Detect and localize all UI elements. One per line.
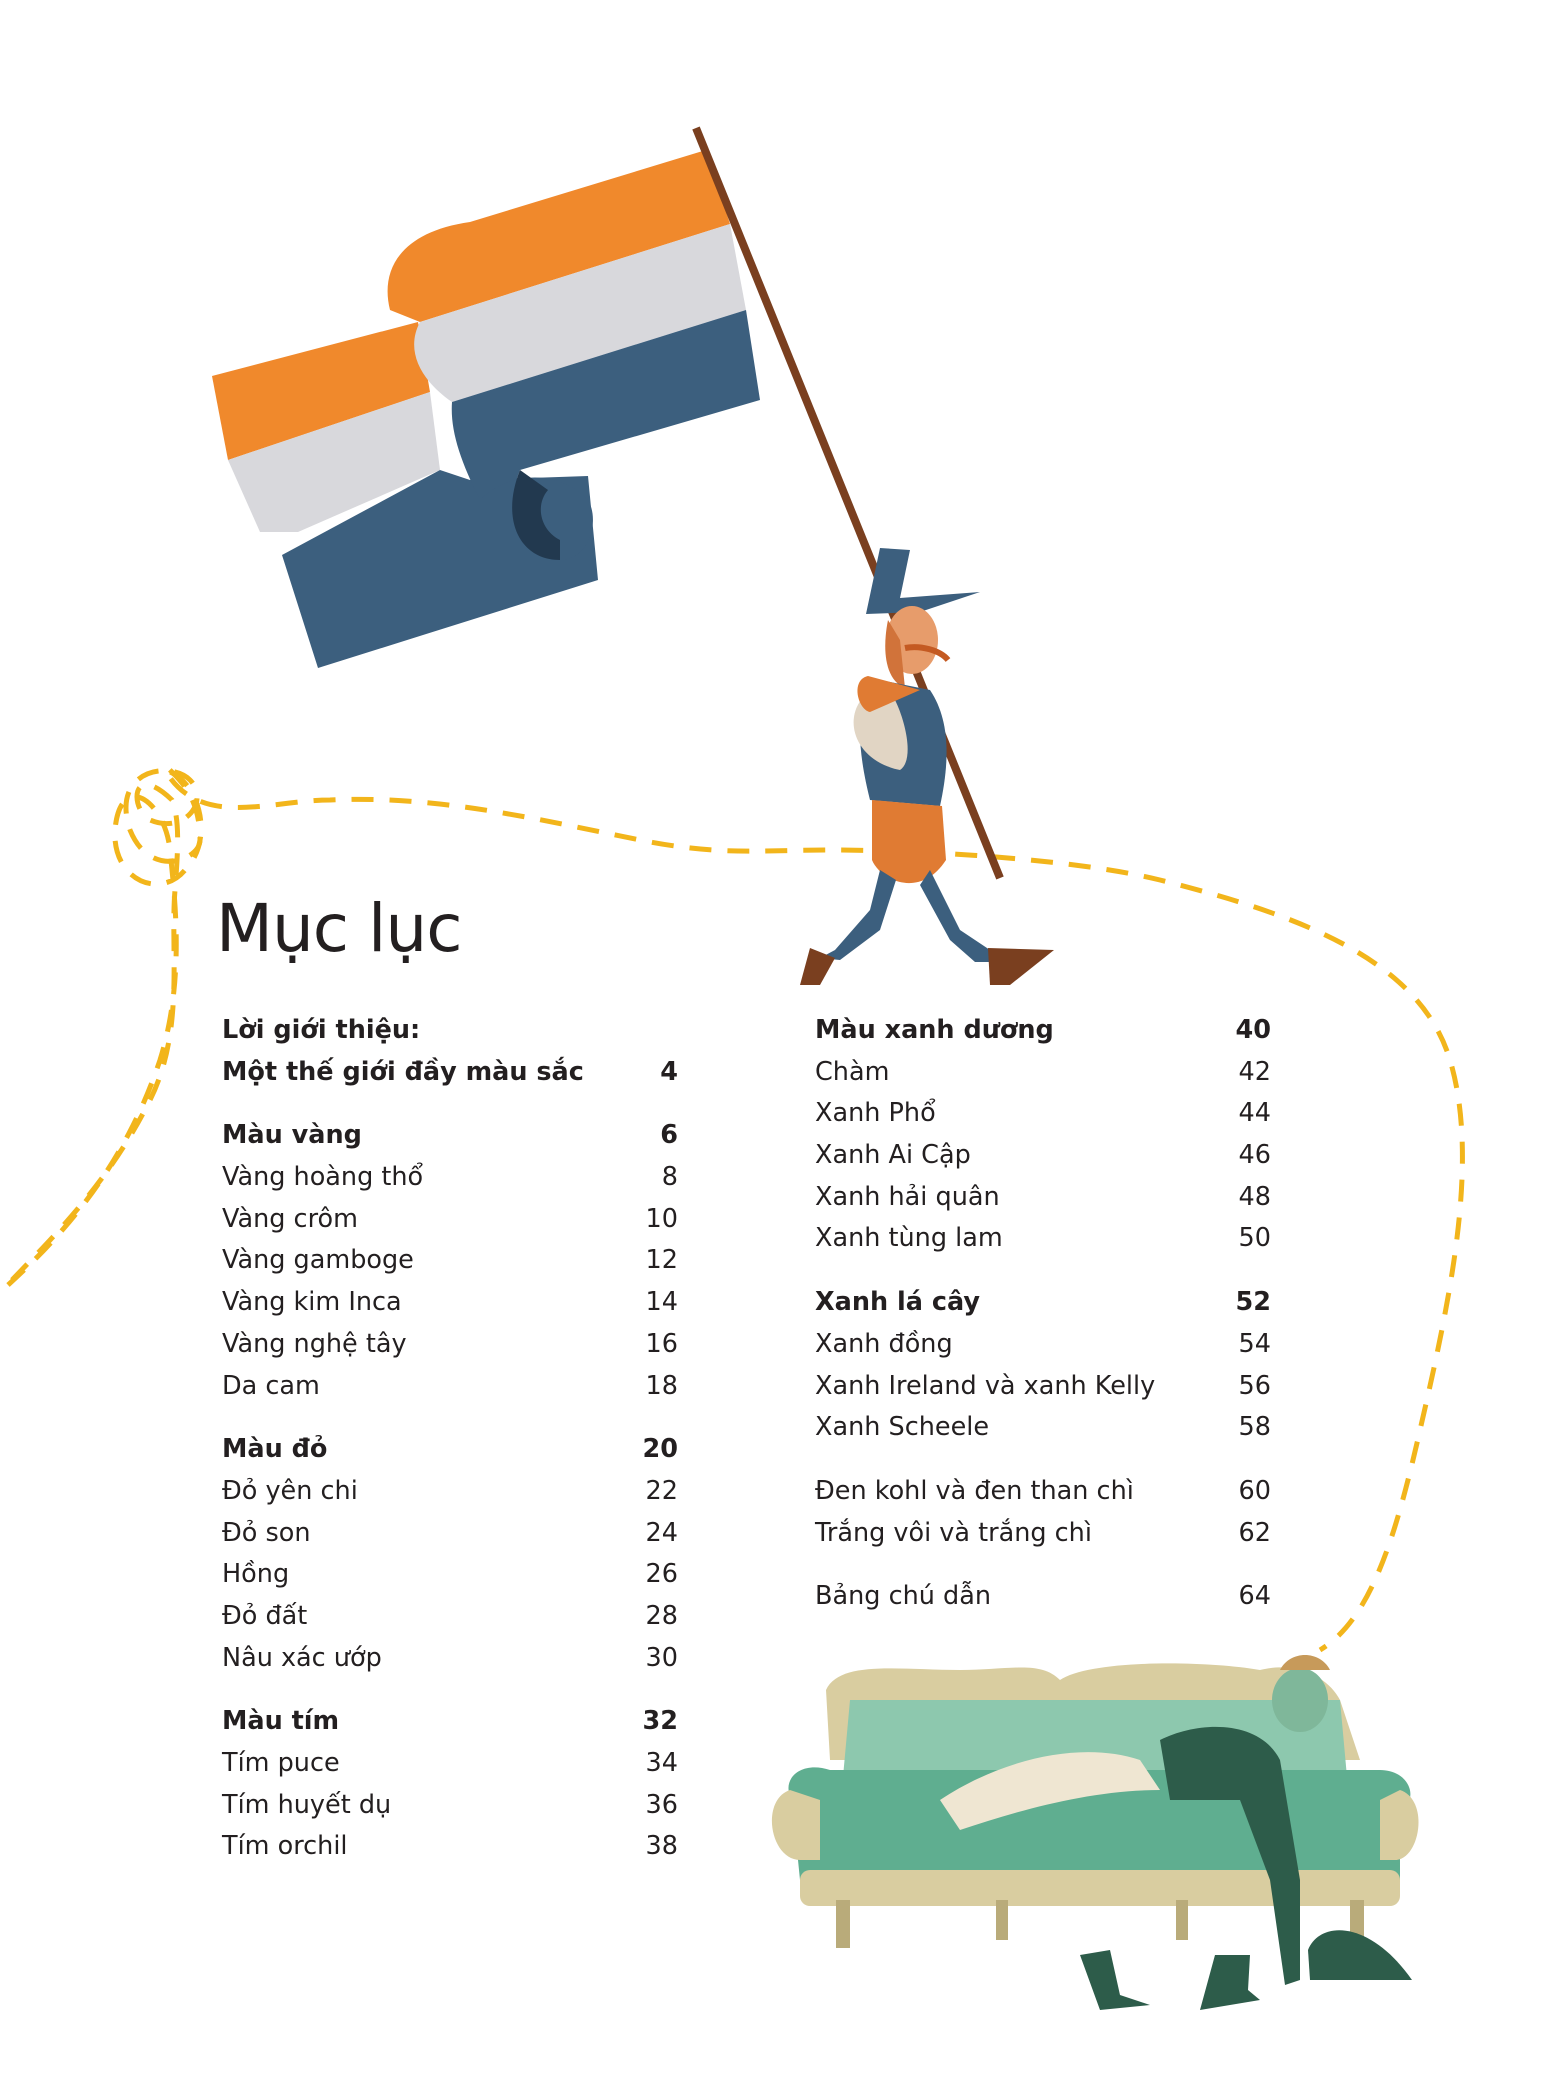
toc-section: [815, 1282, 1271, 1449]
toc-entry-label: Tím orchil: [222, 1831, 348, 1862]
toc-entry[interactable]: [222, 1471, 678, 1513]
toc-entry-page: 32: [642, 1706, 678, 1737]
toc-entry-page: 52: [1235, 1287, 1271, 1318]
toc-entry-label: Hồng: [222, 1559, 290, 1590]
toc-entry-page: 64: [1238, 1581, 1271, 1612]
toc-entry-page: 6: [660, 1120, 678, 1151]
toc-right-column: [815, 1010, 1271, 1640]
toc-entry-label: Vàng crôm: [222, 1203, 358, 1234]
toc-entry-page: 36: [645, 1789, 678, 1820]
toc-entry[interactable]: [815, 1093, 1271, 1135]
toc-entry[interactable]: [222, 1240, 678, 1282]
toc-entry[interactable]: [815, 1576, 1271, 1618]
toc-section: [815, 1576, 1271, 1618]
toc-section: [222, 1010, 678, 1093]
toc-entry[interactable]: [222, 1554, 678, 1596]
toc-entry-label: Tím huyết dụ: [222, 1789, 392, 1820]
toc-entry-label: Chàm: [815, 1056, 890, 1087]
toc-entry-page: 40: [1235, 1015, 1271, 1045]
toc-entry-page: 22: [645, 1475, 678, 1506]
toc-entry[interactable]: [815, 1052, 1271, 1094]
toc-entry-label: Xanh hải quân: [815, 1181, 1000, 1212]
toc-entry[interactable]: [222, 1052, 678, 1094]
toc-entry-label: Vàng gamboge: [222, 1245, 414, 1276]
toc-section: [815, 1010, 1271, 1260]
toc-entry[interactable]: [815, 1513, 1271, 1555]
toc-entry-label: Tím puce: [222, 1748, 340, 1778]
toc-entry-label: Xanh Ireland và xanh Kelly: [815, 1370, 1156, 1401]
toc-entry-label: Da cam: [222, 1370, 320, 1401]
toc-entry-page: 34: [645, 1748, 678, 1778]
toc-entry-page: 4: [660, 1056, 678, 1087]
toc-entry-label: Nâu xác ướp: [222, 1642, 382, 1673]
toc-entry-page: 24: [645, 1517, 678, 1548]
toc-section: [222, 1429, 678, 1679]
toc-entry[interactable]: [815, 1471, 1271, 1513]
toc-entry[interactable]: [815, 1366, 1271, 1408]
toc-entry[interactable]: [222, 1115, 678, 1157]
toc-entry-label: Đen kohl và đen than chì: [815, 1475, 1134, 1506]
toc-left-column: [222, 1010, 678, 1890]
toc-entry[interactable]: [222, 1785, 678, 1827]
toc-entry-label: Đỏ son: [222, 1517, 311, 1548]
toc-entry[interactable]: [222, 1157, 678, 1199]
toc-entry-label: Xanh lá cây: [815, 1287, 981, 1318]
page-title: Mục lục: [216, 890, 462, 967]
toc-entry[interactable]: [222, 1638, 678, 1680]
toc-entry-label: Xanh Scheele: [815, 1412, 990, 1443]
toc-entry-label: Xanh tùng lam: [815, 1223, 1003, 1254]
toc-entry[interactable]: [222, 1282, 678, 1324]
toc-entry[interactable]: [222, 1743, 678, 1785]
toc-entry[interactable]: [815, 1407, 1271, 1449]
toc-entry-label: Vàng hoàng thổ: [222, 1162, 424, 1193]
toc-entry-label: Bảng chú dẫn: [815, 1581, 991, 1612]
toc-entry-page: 48: [1238, 1181, 1271, 1212]
toc-section: [222, 1115, 678, 1407]
toc-entry-page: 58: [1238, 1412, 1271, 1443]
toc-entry-page: 16: [645, 1328, 678, 1359]
sofa-illustration: [772, 1655, 1419, 2010]
toc-entry-page: 42: [1238, 1056, 1271, 1087]
toc-entry-label: Màu xanh dương: [815, 1015, 1054, 1045]
toc-entry-page: 8: [661, 1162, 678, 1193]
toc-entry[interactable]: [222, 1513, 678, 1555]
toc-section: [222, 1701, 678, 1868]
toc-entry[interactable]: [222, 1826, 678, 1868]
toc-entry[interactable]: [815, 1282, 1271, 1324]
toc-entry-page: 56: [1238, 1370, 1271, 1401]
toc-entry[interactable]: [815, 1177, 1271, 1219]
toc-entry-page: 54: [1238, 1328, 1271, 1359]
toc-entry-label: Một thế giới đầy màu sắc: [222, 1056, 584, 1087]
toc-entry-page: 62: [1238, 1517, 1271, 1548]
toc-entry[interactable]: [222, 1701, 678, 1743]
toc-entry-page: 18: [645, 1370, 678, 1401]
toc-entry-page: 30: [645, 1642, 678, 1673]
toc-entry-label: Vàng nghệ tây: [222, 1328, 407, 1359]
toc-entry-label: Vàng kim Inca: [222, 1287, 402, 1318]
toc-section: [815, 1471, 1271, 1554]
toc-entry[interactable]: [222, 1324, 678, 1366]
toc-entry-page: 28: [645, 1600, 678, 1631]
toc-entry[interactable]: [222, 1596, 678, 1638]
toc-entry-label: Màu vàng: [222, 1120, 362, 1151]
toc-entry-page: 20: [642, 1434, 678, 1465]
toc-entry-page: 12: [645, 1245, 678, 1276]
toc-entry-page: 38: [645, 1831, 678, 1862]
toc-entry[interactable]: [222, 1199, 678, 1241]
toc-entry[interactable]: [815, 1010, 1271, 1052]
toc-entry-page: 10: [645, 1203, 678, 1234]
toc-entry[interactable]: [222, 1366, 678, 1408]
walking-man-illustration: [800, 548, 1054, 985]
toc-entry-label: Lời giới thiệu:: [222, 1015, 421, 1045]
toc-entry[interactable]: [222, 1429, 678, 1471]
toc-entry-label: Màu tím: [222, 1706, 340, 1737]
toc-entry-page: 60: [1238, 1475, 1271, 1506]
toc-entry-label: Màu đỏ: [222, 1434, 328, 1465]
toc-entry-label: Đỏ yên chi: [222, 1475, 358, 1506]
toc-entry[interactable]: [815, 1324, 1271, 1366]
toc-entry-page: 44: [1238, 1098, 1271, 1129]
toc-entry-page: 50: [1238, 1223, 1271, 1254]
toc-entry[interactable]: [815, 1218, 1271, 1260]
toc-entry-label: Xanh Ai Cập: [815, 1140, 971, 1171]
toc-entry-label: Đỏ đất: [222, 1600, 308, 1631]
toc-entry[interactable]: [815, 1135, 1271, 1177]
toc-entry-label: Xanh đồng: [815, 1328, 953, 1359]
toc-entry-page: 14: [645, 1287, 678, 1318]
toc-entry-page: 26: [645, 1559, 678, 1590]
toc-entry[interactable]: [222, 1010, 678, 1052]
toc-entry-label: Trắng vôi và trắng chì: [815, 1517, 1092, 1548]
toc-entry-page: 46: [1238, 1140, 1271, 1171]
toc-entry-label: Xanh Phổ: [815, 1098, 936, 1129]
